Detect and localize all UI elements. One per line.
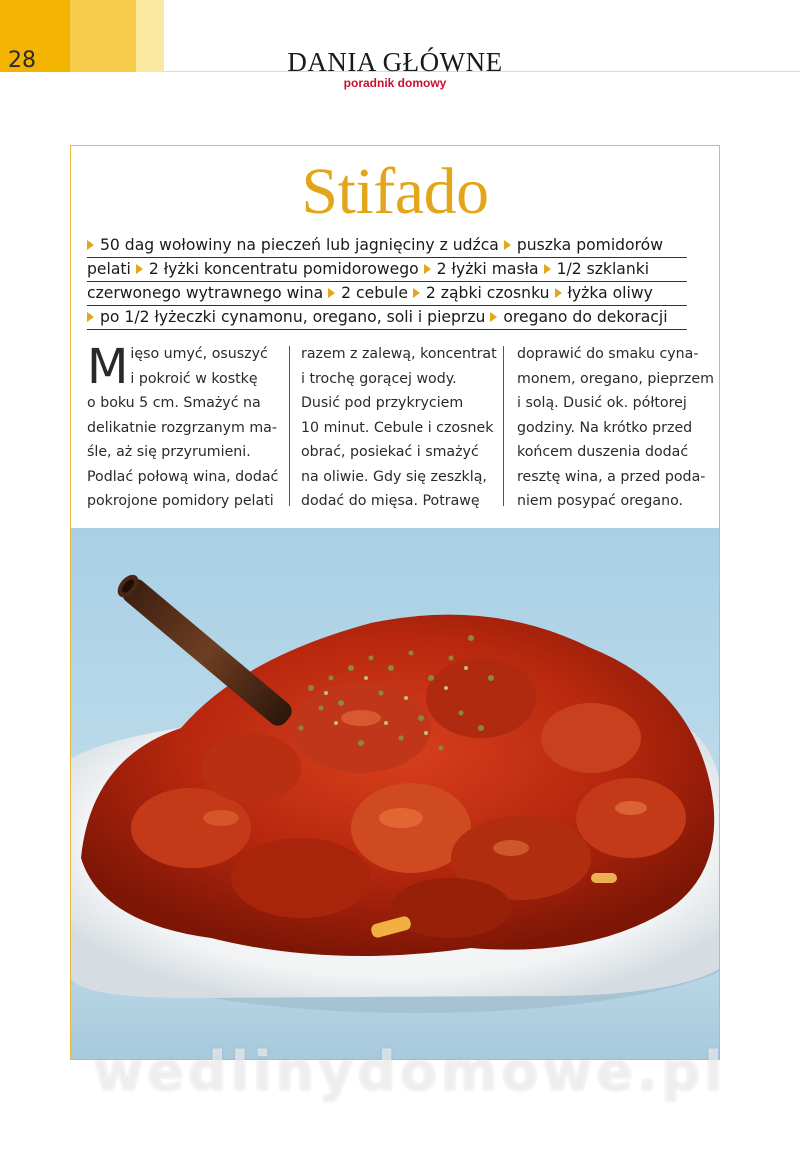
ingredient: 1/2 szklanki	[556, 260, 650, 278]
text-line: o boku 5 cm. Smażyć na	[87, 395, 261, 411]
bullet-icon	[328, 288, 335, 298]
ingredient: łyżka oliwy	[567, 284, 653, 302]
column-divider	[503, 346, 504, 506]
text-line: doprawić do smaku cyna-	[517, 346, 699, 362]
column-divider	[289, 346, 290, 506]
ingredient: oregano do dekoracji	[503, 308, 668, 326]
section-subtitle: poradnik domowy	[343, 76, 447, 90]
recipe-card	[70, 145, 720, 1060]
text-line: i pokroić w kostkę	[130, 370, 258, 387]
text-line: obrać, posiekać i smażyć	[301, 444, 479, 460]
bullet-icon	[87, 240, 94, 250]
text-line: i trochę gorącej wody.	[301, 370, 457, 387]
method-column-2	[301, 342, 497, 514]
text-line: dodać do mięsa. Potrawę	[301, 493, 480, 509]
stifado-dish-photo	[71, 528, 720, 1060]
ingredient-line	[87, 258, 687, 282]
bullet-icon	[413, 288, 420, 298]
bullet-icon	[136, 264, 143, 274]
ingredient: 50 dag wołowiny na pieczeń lub jagnięciny z udźca	[100, 236, 499, 254]
ingredient: 2 ząbki czosnku	[425, 284, 550, 302]
text-line: niem posypać oregano.	[517, 493, 684, 509]
header-tab-light	[136, 0, 164, 72]
watermark: wedlinydomowe.pl	[93, 1040, 727, 1103]
bullet-icon	[555, 288, 562, 298]
ingredient-list	[87, 234, 687, 330]
bullet-icon	[424, 264, 431, 274]
text-line: końcem duszenia dodać	[517, 444, 689, 460]
text-line: pokrojone pomidory pelati	[87, 493, 274, 509]
text-line: Podlać połową wina, dodać	[87, 468, 279, 485]
text-line: i solą. Dusić ok. półtorej	[517, 395, 687, 411]
text-line: 10 minut. Cebule i czosnek	[301, 419, 494, 436]
page-number: 28	[8, 48, 36, 73]
ingredient: 2 cebule	[341, 284, 408, 302]
text-line: resztę wina, a przed poda-	[517, 468, 706, 485]
drop-cap: M	[87, 339, 129, 395]
text-line: godziny. Na krótko przed	[517, 419, 693, 436]
method-text	[87, 339, 714, 522]
ingredient: po 1/2 łyżeczki cynamonu, oregano, soli i pieprzu	[100, 308, 486, 326]
method-column-1	[87, 339, 279, 514]
dish-illustration	[71, 528, 720, 1060]
ingredient: pelati	[87, 260, 131, 278]
bullet-icon	[490, 312, 497, 322]
bullet-icon	[544, 264, 551, 274]
text-line: delikatnie rozgrzanym ma-	[87, 419, 277, 436]
text-line: Dusić pod przykryciem	[301, 395, 464, 411]
ingredient-line	[87, 282, 687, 306]
ingredient: 2 łyżki koncentratu pomidorowego	[148, 260, 419, 278]
ingredient: 2 łyżki masła	[436, 260, 539, 278]
text-line: śle, aż się przyrumieni.	[87, 444, 251, 460]
bullet-icon	[87, 312, 94, 322]
section-title: DANIA GŁÓWNE	[287, 47, 503, 77]
text-line: na oliwie. Gdy się zeszklą,	[301, 468, 487, 485]
ingredient-line	[87, 234, 687, 258]
text-line: ięso umyć, osuszyć	[130, 346, 268, 362]
text-line: monem, oregano, pieprzem	[517, 370, 714, 387]
method-column-3	[517, 342, 714, 514]
ingredient-line	[87, 306, 687, 330]
text-line: razem z zalewą, koncentrat	[301, 346, 497, 362]
bullet-icon	[504, 240, 511, 250]
ingredient: czerwonego wytrawnego wina	[87, 284, 324, 302]
ingredient: puszka pomidorów	[516, 236, 663, 254]
header-tab-mid	[70, 0, 136, 72]
recipe-title: Stifado	[301, 155, 489, 228]
